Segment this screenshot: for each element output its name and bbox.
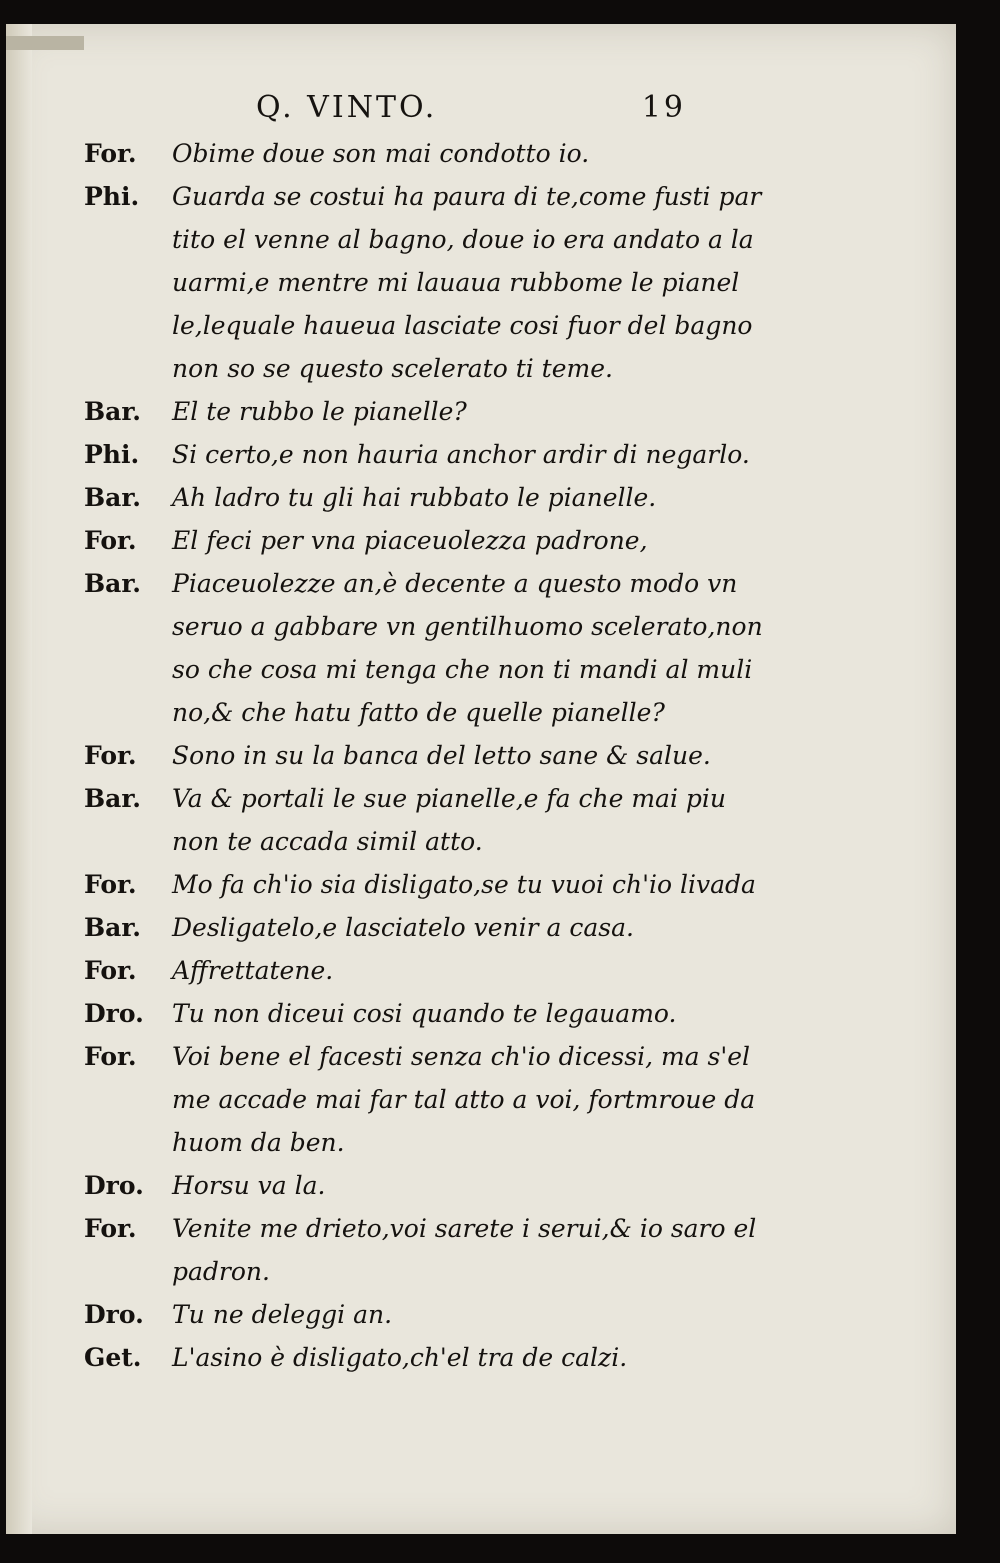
speech-text: huom da ben. — [172, 1128, 345, 1157]
text-line — [84, 218, 784, 261]
speaker-name: Dro. — [84, 999, 144, 1028]
speech-text: Desligatelo,e lasciatelo venir a casa. — [172, 913, 634, 942]
speech-text: Ah ladro tu gli hai rubbato le pianelle. — [172, 483, 657, 512]
text-line — [84, 261, 784, 304]
speech-text: Mo fa ch'io sia disligato,se tu vuoi ch'io livada — [172, 870, 756, 899]
speech-text: Obime doue son mai condotto io. — [172, 139, 590, 168]
speaker-name: For. — [84, 870, 137, 899]
speaker-name: Bar. — [84, 784, 141, 813]
speech-text: tito el venne al bagno, doue io era andato a la — [172, 225, 754, 254]
speech-text: le,lequale haueua lasciate cosi fuor del bagno — [172, 311, 753, 340]
speaker-name — [84, 648, 172, 691]
speech-text: me accade mai far tal atto a voi, fortmroue da — [172, 1085, 756, 1114]
speech-text: no,& che hatu fatto de quelle pianelle? — [172, 698, 665, 727]
speaker-name — [84, 261, 172, 304]
speech-text: El te rubbo le pianelle? — [172, 397, 467, 426]
speaker-name — [84, 347, 172, 390]
speaker-name — [84, 1121, 172, 1164]
text-line — [84, 820, 784, 863]
speech-text: Guarda se costui ha paura di te,come fusti par — [172, 182, 762, 211]
speaker-name — [84, 605, 172, 648]
text-line — [84, 132, 784, 175]
speaker-name — [84, 1250, 172, 1293]
text-line — [84, 949, 784, 992]
text-line — [84, 1293, 784, 1336]
text-line — [84, 519, 784, 562]
text-line — [84, 605, 784, 648]
text-line — [84, 1207, 784, 1250]
speaker-name: For. — [84, 139, 137, 168]
speech-text: padron. — [172, 1257, 270, 1286]
text-line — [84, 1035, 784, 1078]
text-line — [84, 476, 784, 519]
speaker-name — [84, 218, 172, 261]
text-line — [84, 691, 784, 734]
speaker-name: Get. — [84, 1343, 142, 1372]
speaker-name: Bar. — [84, 397, 141, 426]
page-corner-tab — [6, 36, 84, 50]
speech-text: Va & portali le sue pianelle,e fa che mai piu — [172, 784, 726, 813]
speech-text: Si certo,e non hauria anchor ardir di negarlo. — [172, 440, 750, 469]
speech-text: non so se questo scelerato ti teme. — [172, 354, 613, 383]
speech-text: non te accada simil atto. — [172, 827, 483, 856]
text-line — [84, 777, 784, 820]
speaker-name — [84, 820, 172, 863]
speech-text: Tu ne deleggi an. — [172, 1300, 393, 1329]
speaker-name — [84, 691, 172, 734]
text-line — [84, 1250, 784, 1293]
speech-text: L'asino è disligato,ch'el tra de calzi. — [172, 1343, 628, 1372]
text-line — [84, 648, 784, 691]
speaker-name: Bar. — [84, 913, 141, 942]
speaker-name: Dro. — [84, 1300, 144, 1329]
page-number: 19 — [641, 90, 686, 125]
text-line — [84, 390, 784, 433]
speaker-name: Bar. — [84, 569, 141, 598]
speaker-name: For. — [84, 1042, 137, 1071]
text-line — [84, 1336, 784, 1379]
speech-text: Piaceuolezze an,è decente a questo modo vn — [172, 569, 738, 598]
text-line — [84, 175, 784, 218]
speech-text: Affrettatene. — [172, 956, 334, 985]
text-line — [84, 347, 784, 390]
book-page — [6, 24, 956, 1534]
speech-text: Voi bene el facesti senza ch'io dicessi, ma s'el — [172, 1042, 751, 1071]
speech-text: Venite me drieto,voi sarete i serui,& io saro el — [172, 1214, 757, 1243]
text-line — [84, 863, 784, 906]
speaker-name: Phi. — [84, 440, 140, 469]
speech-text: uarmi,e mentre mi lauaua rubbome le pianel — [172, 268, 740, 297]
text-line — [84, 304, 784, 347]
running-title: Q. VINTO. — [256, 90, 438, 125]
text-line — [84, 734, 784, 777]
speech-text: Horsu va la. — [172, 1171, 326, 1200]
speaker-name: For. — [84, 956, 137, 985]
speech-text: El feci per vna piaceuolezza padrone, — [172, 526, 648, 555]
speech-text: seruo a gabbare vn gentilhuomo scelerato,non — [172, 612, 763, 641]
speaker-name: Dro. — [84, 1171, 144, 1200]
speech-text: Tu non diceui cosi quando te legauamo. — [172, 999, 677, 1028]
speaker-name: For. — [84, 526, 137, 555]
speaker-name — [84, 304, 172, 347]
text-line — [84, 562, 784, 605]
page-gutter — [6, 24, 32, 1534]
page-header — [256, 90, 686, 130]
speaker-name — [84, 1078, 172, 1121]
text-line — [84, 1078, 784, 1121]
text-line — [84, 1164, 784, 1207]
text-line — [84, 433, 784, 476]
speaker-name: Phi. — [84, 182, 140, 211]
speech-text: Sono in su la banca del letto sane & salue. — [172, 741, 711, 770]
text-line — [84, 906, 784, 949]
text-line — [84, 992, 784, 1035]
speaker-name: For. — [84, 741, 137, 770]
speaker-name: For. — [84, 1214, 137, 1243]
text-line — [84, 1121, 784, 1164]
dialogue-text — [84, 132, 784, 1379]
speech-text: so che cosa mi tenga che non ti mandi al muli — [172, 655, 753, 684]
speaker-name: Bar. — [84, 483, 141, 512]
